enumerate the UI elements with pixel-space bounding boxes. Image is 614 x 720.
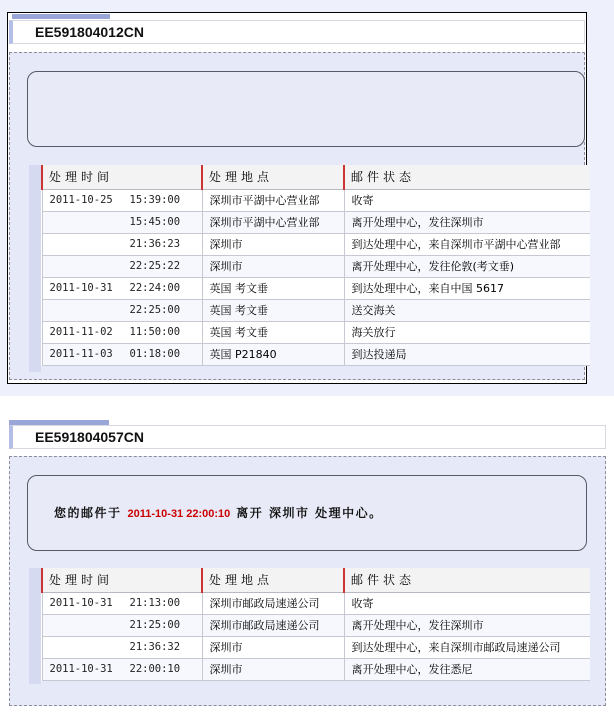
table-row xyxy=(42,636,590,658)
tracking-title-bar xyxy=(9,20,585,44)
row-place: 英国 考文垂 xyxy=(202,277,344,299)
table-row xyxy=(42,321,590,343)
shipment-panel-2 xyxy=(0,398,614,720)
row-status: 离开处理中心，发往伦敦(考文垂) xyxy=(344,255,590,277)
header-place: 处理地点 xyxy=(202,165,344,189)
row-place: 英国 考文垂 xyxy=(202,321,344,343)
row-place: 深圳市 xyxy=(202,636,344,658)
row-status: 离开处理中心，发往深圳市 xyxy=(344,211,590,233)
table-row xyxy=(42,614,590,636)
row-place: 深圳市平湖中心营业部 xyxy=(202,189,344,211)
row-place: 英国 P21840 xyxy=(202,343,344,365)
row-date: 2011-11-02 xyxy=(49,326,113,338)
row-status: 收寄 xyxy=(344,189,590,211)
row-status: 收寄 xyxy=(344,592,590,614)
row-time: 21:13:00 xyxy=(129,597,181,609)
row-time: 15:39:00 xyxy=(129,194,181,206)
table-row xyxy=(42,211,590,233)
tracking-table xyxy=(41,568,590,681)
header-status: 邮件状态 xyxy=(344,165,590,189)
row-time: 21:25:00 xyxy=(129,619,181,631)
table-row xyxy=(42,189,590,211)
row-status: 到达处理中心，来自深圳市平湖中心营业部 xyxy=(344,233,590,255)
status-message xyxy=(54,504,383,521)
table-side-stripe xyxy=(29,165,41,372)
row-date: 2011-10-31 xyxy=(49,663,113,675)
row-time: 22:00:10 xyxy=(129,663,181,675)
row-time: 11:50:00 xyxy=(129,326,181,338)
header-place: 处理地点 xyxy=(202,568,344,592)
header-time: 处理时间 xyxy=(42,568,202,592)
title-tab-accent xyxy=(12,14,110,19)
message-prefix: 您的邮件于 xyxy=(54,506,122,520)
tracking-title-bar xyxy=(9,425,606,449)
row-status: 离开处理中心，发往悉尼 xyxy=(344,658,590,680)
table-row xyxy=(42,277,590,299)
table-row xyxy=(42,299,590,321)
tracking-table xyxy=(41,165,590,366)
row-place: 深圳市邮政局速递公司 xyxy=(202,592,344,614)
row-status: 到达处理中心，来自深圳市邮政局速递公司 xyxy=(344,636,590,658)
row-place: 深圳市平湖中心营业部 xyxy=(202,211,344,233)
row-place: 深圳市 xyxy=(202,658,344,680)
header-time: 处理时间 xyxy=(42,165,202,189)
tracking-number: EE591804057CN xyxy=(35,429,144,445)
table-row xyxy=(42,255,590,277)
table-side-stripe xyxy=(29,568,41,684)
row-status: 送交海关 xyxy=(344,299,590,321)
message-datetime: 2011-10-31 22:00:10 xyxy=(127,508,231,520)
row-status: 海关放行 xyxy=(344,321,590,343)
row-time: 21:36:23 xyxy=(129,238,181,250)
row-time: 21:36:32 xyxy=(129,641,181,653)
row-status: 到达处理中心，来自中国 5617 xyxy=(344,277,590,299)
table-row xyxy=(42,233,590,255)
row-place: 英国 考文垂 xyxy=(202,299,344,321)
row-place: 深圳市 xyxy=(202,255,344,277)
table-row xyxy=(42,658,590,680)
row-time: 01:18:00 xyxy=(129,348,181,360)
row-date: 2011-10-25 xyxy=(49,194,113,206)
row-status: 离开处理中心，发往深圳市 xyxy=(344,614,590,636)
header-status: 邮件状态 xyxy=(344,568,590,592)
row-time: 22:25:22 xyxy=(129,260,181,272)
message-suffix: 离开 深圳市 处理中心。 xyxy=(236,506,383,520)
row-date: 2011-10-31 xyxy=(49,282,113,294)
table-row xyxy=(42,592,590,614)
row-place: 深圳市邮政局速递公司 xyxy=(202,614,344,636)
row-place: 深圳市 xyxy=(202,233,344,255)
row-status: 到达投递局 xyxy=(344,343,590,365)
row-time: 15:45:00 xyxy=(129,216,181,228)
tracking-number: EE591804012CN xyxy=(35,24,144,40)
row-date: 2011-11-03 xyxy=(49,348,113,360)
row-time: 22:24:00 xyxy=(129,282,181,294)
status-message-box xyxy=(27,71,585,147)
row-time: 22:25:00 xyxy=(129,304,181,316)
table-row xyxy=(42,343,590,365)
status-message-box xyxy=(27,475,587,551)
row-date: 2011-10-31 xyxy=(49,597,113,609)
